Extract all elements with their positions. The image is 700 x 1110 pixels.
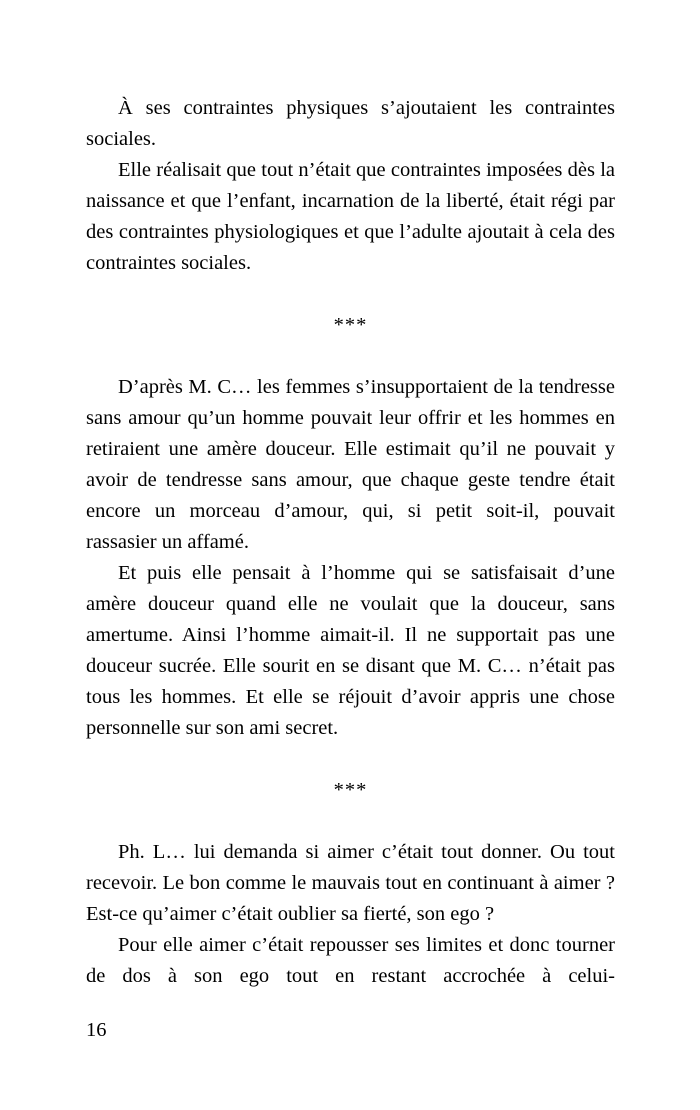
paragraph: D’après M. C… les femmes s’insupportaient de la tendresse sans amour qu’un homme pouvait leur offrir et les hommes en retiraient une amère douceur. Elle estimait qu’il ne pouvait y avoir de tendresse sans amour, que chaque geste tendre était encore un morceau d’amour, qui, si petit soit-il, pouvait rassasier un affamé. [86, 376, 615, 553]
section-separator: *** [333, 779, 368, 801]
paragraph: Elle réalisait que tout n’était que contraintes imposées dès la naissance et que l’enfant, incarnation de la liberté, était régi par des contraintes physiologiques et que l’adulte ajoutait à cela des contraintes sociales. [86, 159, 615, 274]
paragraph: À ses contraintes physiques s’ajoutaient les contraintes sociales. [86, 97, 615, 150]
paragraph: Et puis elle pensait à l’homme qui se satisfaisait d’une amère douceur quand elle ne voulait que la douceur, sans amertume. Ainsi l’homme aimait-il. Il ne supportait pas une douceur sucrée. Elle sourit en se disant que M. C… n’était pas tous les hommes. Et elle se réjouit d’avoir appris une chose personnelle sur son ami secret. [86, 562, 615, 739]
paragraph: Pour elle aimer c’était repousser ses limites et donc tourner de dos à son ego tout en restant accrochée à celui- [86, 934, 615, 987]
page-number: 16 [86, 1019, 107, 1041]
paragraph: Ph. L… lui demanda si aimer c’était tout donner. Ou tout recevoir. Le bon comme le mauvais tout en continuant à aimer ? Est-ce qu’aimer c’était oublier sa fierté, son ego ? [86, 841, 615, 925]
page-body [86, 93, 615, 992]
section-separator: *** [333, 314, 368, 336]
